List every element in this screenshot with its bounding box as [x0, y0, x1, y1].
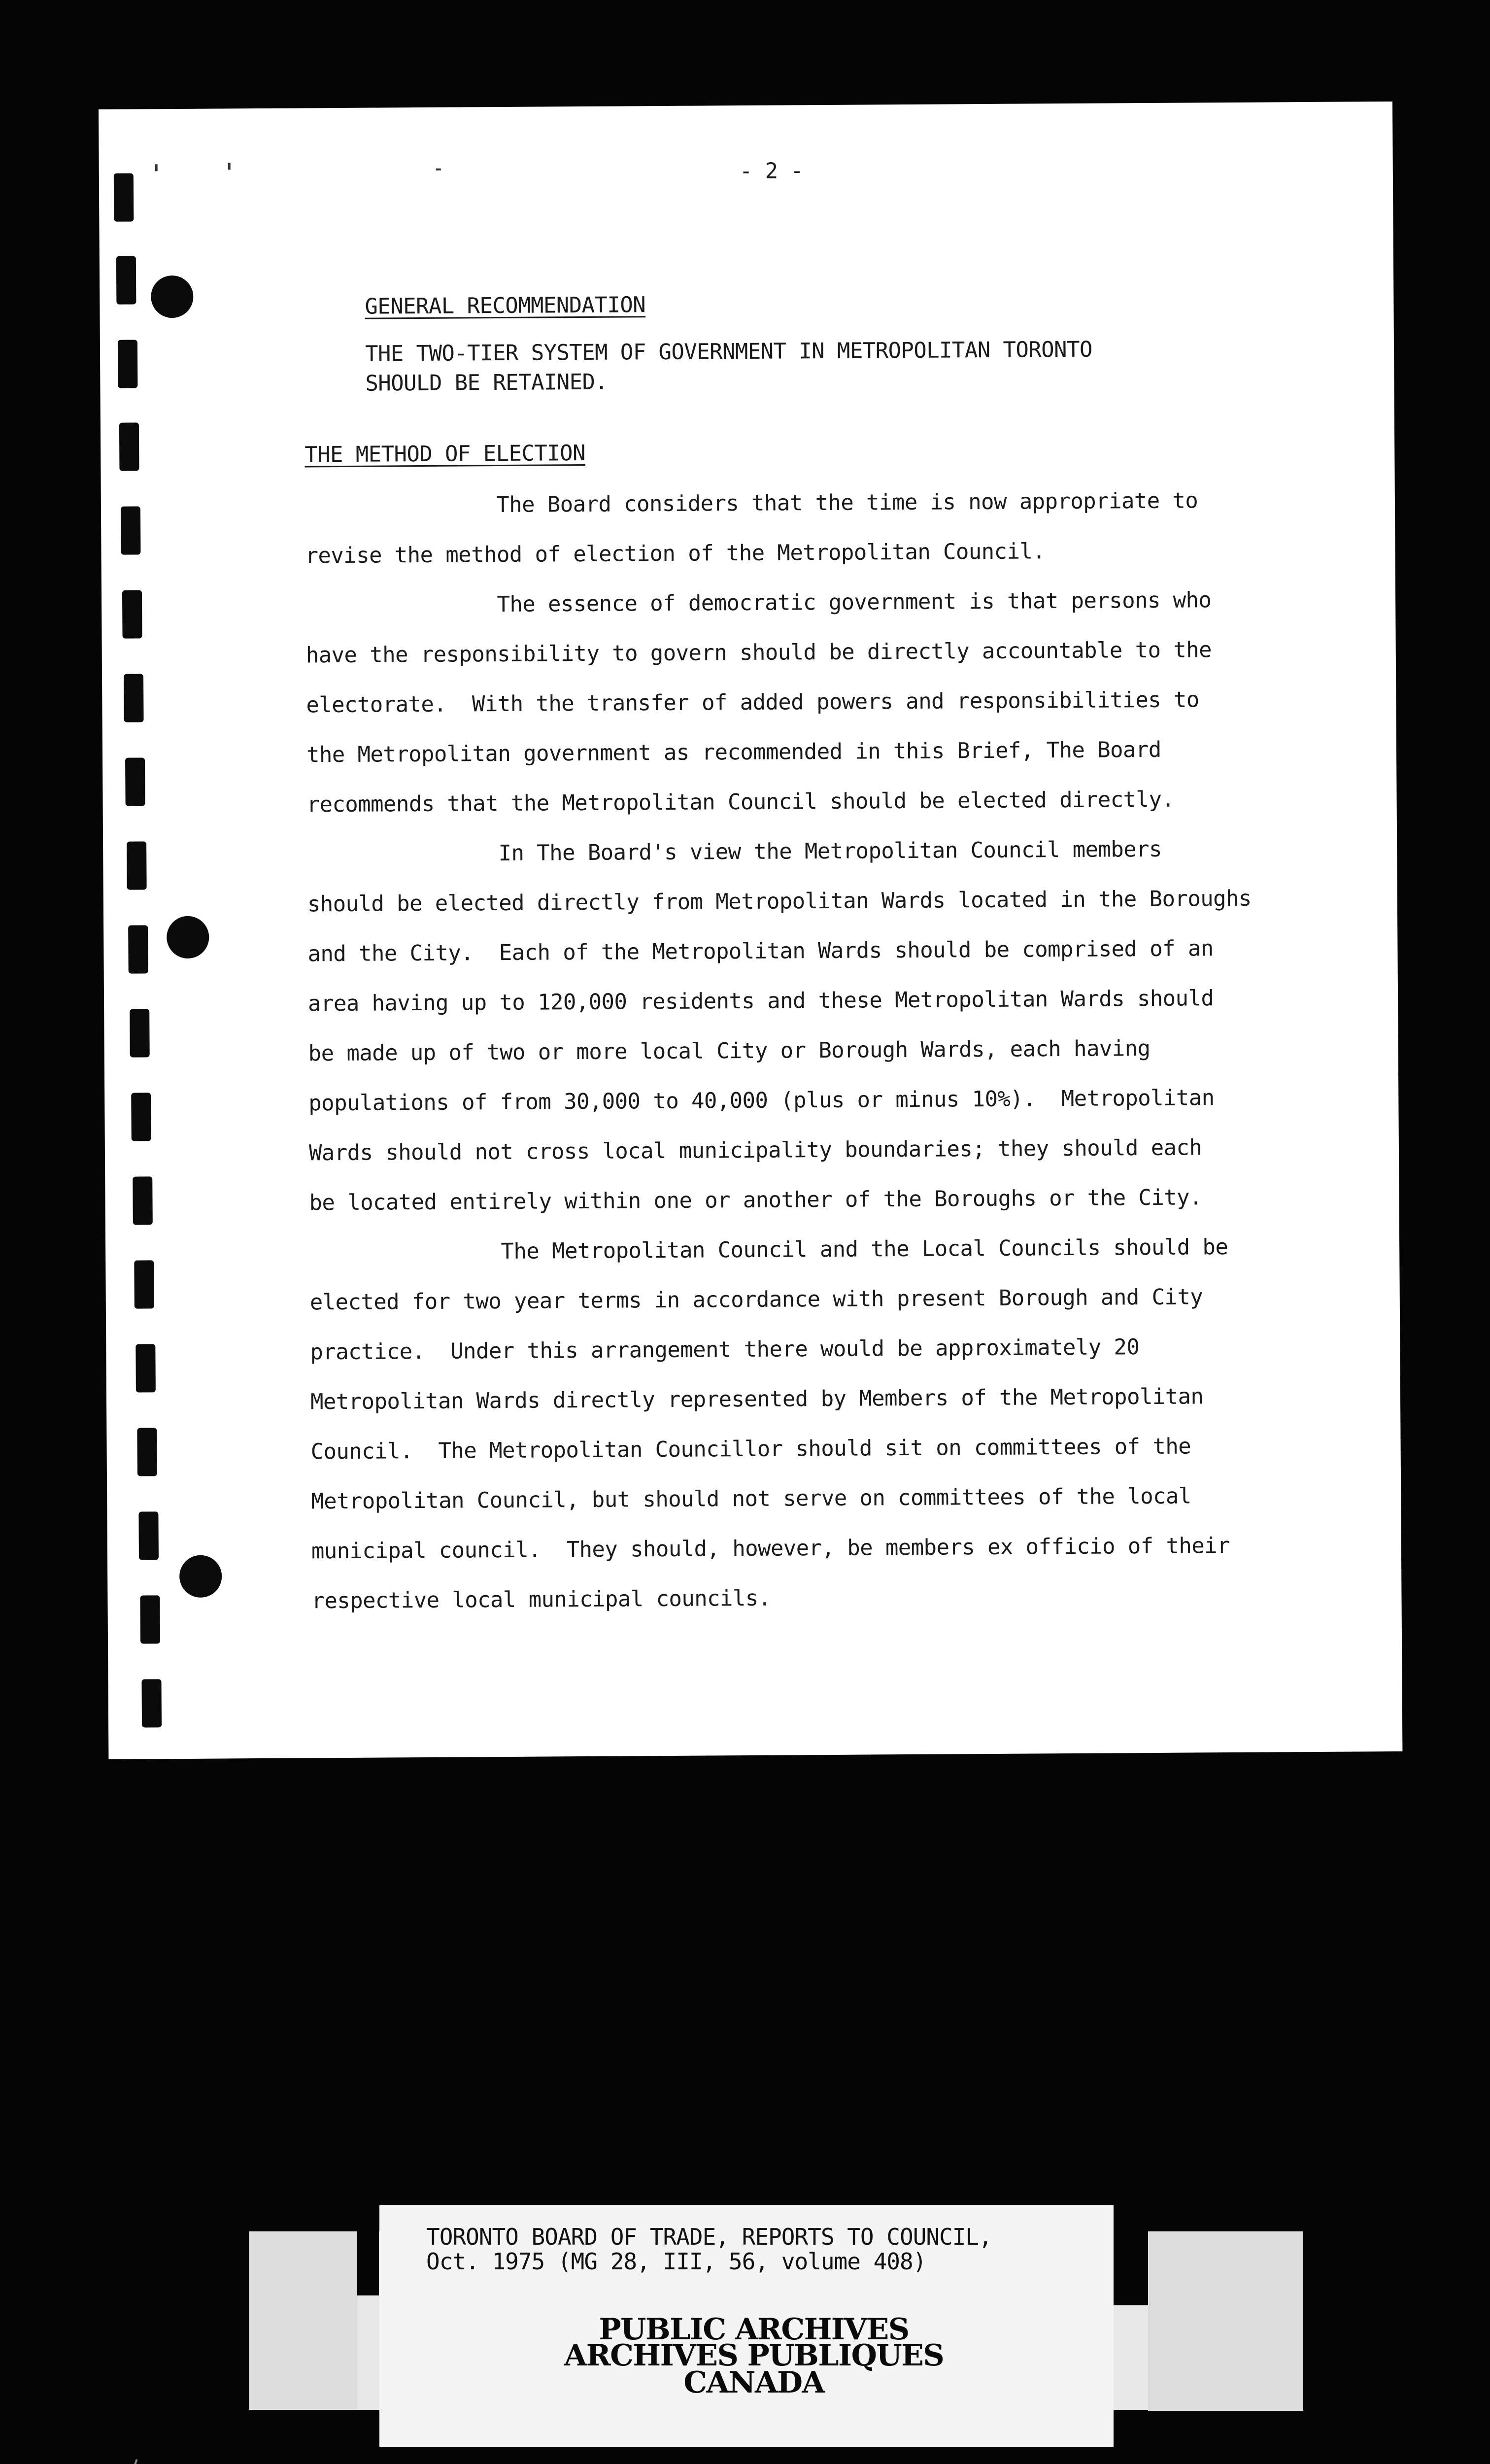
archive-label-tab	[249, 2231, 357, 2409]
archive-reference-line: Oct. 1975 (MG 28, III, 56, volume 408)	[426, 2248, 926, 2275]
body-line: In The Board's view the Metropolitan Council members	[307, 836, 1162, 867]
body-line: revise the method of election of the Metropolitan Council.	[305, 539, 1046, 569]
edge-mark	[119, 423, 139, 471]
archive-label-tab	[1148, 2231, 1303, 2411]
page-number: - 2 -	[739, 158, 804, 184]
scan-speck	[436, 169, 441, 171]
body-line: the Metropolitan government as recommended in this Brief, The Board	[306, 737, 1161, 768]
body-line: recommends that the Metropolitan Council should be elected directly.	[306, 787, 1175, 818]
edge-mark	[138, 1511, 159, 1560]
body-line: be made up of two or more local City or Borough Wards, each having	[308, 1035, 1151, 1066]
body-line: practice. Under this arrangement there would be approximately 20	[310, 1335, 1140, 1365]
archives-stamp-line: ARCHIVES PUBLIQUES	[564, 2338, 944, 2373]
body-line: The Board considers that the time is now appropriate to	[305, 488, 1198, 519]
body-line: respective local municipal councils.	[311, 1585, 771, 1614]
body-line: The essence of democratic government is that persons who	[305, 587, 1212, 618]
edge-mark	[125, 757, 145, 806]
recommendation-text: SHOULD BE RETAINED.	[365, 369, 608, 396]
body-line: Council. The Metropolitan Councillor should sit on committees of the	[310, 1434, 1191, 1465]
edge-mark	[121, 506, 141, 554]
edge-mark	[131, 1093, 151, 1141]
edge-mark	[133, 1176, 153, 1225]
edge-mark	[137, 1428, 157, 1476]
body-line: electorate. With the transfer of added powers and responsibilities to	[306, 687, 1199, 718]
edge-mark	[134, 1260, 154, 1308]
body-line: have the responsibility to govern should be directly accountable to the	[305, 637, 1212, 668]
archive-label-notch	[357, 2231, 379, 2295]
archives-stamp-line: PUBLIC ARCHIVES	[599, 2312, 909, 2347]
body-line: The Metropolitan Council and the Local Councils should be	[309, 1234, 1228, 1266]
body-line: elected for two year terms in accordance with present Borough and City	[309, 1284, 1203, 1315]
body-line: should be elected directly from Metropolitan Wards located in the Boroughs	[307, 886, 1252, 917]
edge-mark	[130, 1009, 150, 1057]
body-line: area having up to 120,000 residents and these Metropolitan Wards should	[307, 986, 1214, 1017]
general-recommendation-heading: GENERAL RECOMMENDATION	[365, 292, 646, 319]
punch-hole	[179, 1555, 222, 1598]
body-line: Wards should not cross local municipality boundaries; they should each	[308, 1135, 1202, 1166]
edge-mark	[124, 674, 144, 722]
body-line: populations of from 30,000 to 40,000 (plus or minus 10%). Metropolitan	[308, 1085, 1215, 1116]
archive-label-notch	[1114, 2231, 1148, 2305]
body-line: be located entirely within one or another of the Boroughs or the City.	[309, 1185, 1203, 1216]
edge-mark	[141, 1679, 162, 1727]
edge-mark	[122, 590, 142, 638]
recommendation-text: THE TWO-TIER SYSTEM OF GOVERNMENT IN METROPOLITAN TORONTO	[365, 337, 1092, 367]
method-of-election-heading: THE METHOD OF ELECTION	[305, 440, 586, 468]
scan-speck	[228, 163, 231, 170]
edge-mark	[128, 925, 148, 973]
body-line: Metropolitan Council, but should not serve on committees of the local	[311, 1483, 1191, 1514]
scan-speck	[155, 164, 158, 171]
scan-speck	[132, 2459, 137, 2464]
document-page	[99, 102, 1402, 1759]
punch-hole	[151, 275, 194, 318]
punch-hole	[167, 916, 209, 959]
edge-mark	[135, 1344, 156, 1392]
body-line: municipal council. They should, however, be members ex officio of their	[311, 1533, 1230, 1564]
edge-mark	[118, 340, 138, 388]
edge-mark	[116, 256, 136, 305]
archives-stamp-line: CANADA	[683, 2365, 824, 2400]
body-line: Metropolitan Wards directly represented by Members of the Metropolitan	[310, 1384, 1204, 1415]
edge-mark	[127, 841, 147, 890]
archive-source-line: TORONTO BOARD OF TRADE, REPORTS TO COUNCIL,	[426, 2224, 992, 2250]
body-line: and the City. Each of the Metropolitan Wards should be comprised of an	[307, 936, 1214, 967]
edge-mark	[140, 1595, 160, 1643]
edge-mark	[114, 173, 134, 222]
